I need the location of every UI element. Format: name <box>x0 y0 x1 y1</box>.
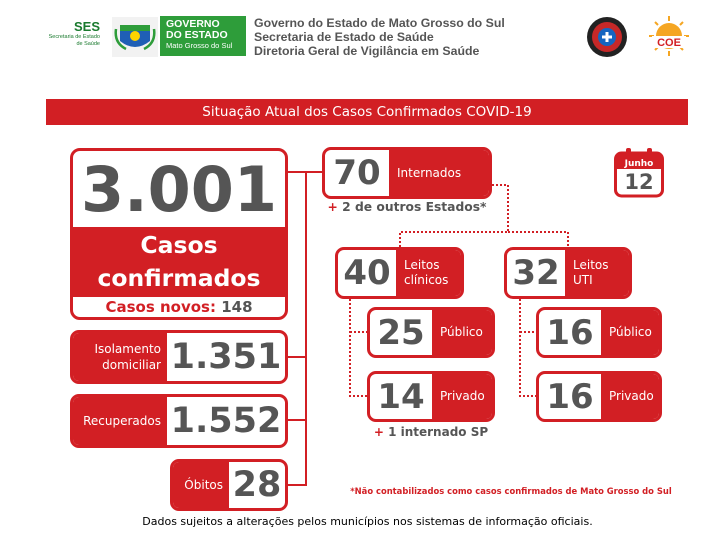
icu-beds-card <box>504 247 632 299</box>
confirmed-label <box>73 227 285 297</box>
agency-line2: Secretaria de Estado de Saúde <box>254 30 434 44</box>
confirmed-label-line2: confirmados <box>97 264 261 292</box>
home-isolation-label-line2: domiciliar <box>102 358 161 372</box>
government-logo <box>160 16 246 56</box>
hospitalized-label: Internados <box>389 150 489 196</box>
clinical-beds-value: 40 <box>343 253 391 293</box>
home-isolation-label-line1: Isolamento <box>94 342 161 356</box>
confirmed-cases-card <box>70 148 288 320</box>
confirmed-total: 3.001 <box>80 153 278 226</box>
clinical-private-sp-plus: + <box>373 425 384 439</box>
hospitalized-card <box>322 147 492 199</box>
disclaimer: Dados sujeitos a alterações pelos municípios nos sistemas de informação oficiais. <box>142 515 593 528</box>
calendar-date <box>614 147 664 198</box>
clinical-beds-label <box>396 250 461 296</box>
government-logo-line2: DO ESTADO <box>166 29 228 41</box>
deaths-value: 28 <box>232 465 282 505</box>
agency-line1: Governo do Estado de Mato Grosso do Sul <box>254 16 505 30</box>
clinical-beds-label-line2: clínicos <box>404 273 449 287</box>
new-cases-label: Casos novos: <box>105 298 216 316</box>
clinical-private-card <box>367 371 495 422</box>
ses-logo-title: SES <box>73 19 100 34</box>
page-title: Situação Atual dos Casos Confirmados COVID-19 <box>46 99 688 125</box>
icu-public-value: 16 <box>546 312 594 353</box>
clinical-beds-card <box>335 247 464 299</box>
icu-private-card <box>536 371 662 422</box>
clinical-beds-label-line1: Leitos <box>404 258 440 272</box>
home-isolation-value: 1.351 <box>170 337 282 377</box>
hospitalized-other-states <box>322 200 492 214</box>
vigilance-seal-icon <box>586 16 628 58</box>
clinical-private-sp-note <box>367 425 495 439</box>
coe-logo-icon <box>646 14 692 58</box>
icu-private-label: Privado <box>601 374 659 419</box>
calendar-day: 12 <box>624 170 654 194</box>
recovered-card <box>70 394 288 448</box>
hospitalized-other-states-text: 2 de outros Estados* <box>342 200 487 214</box>
clinical-private-label: Privado <box>432 374 492 419</box>
deaths-card <box>170 459 288 511</box>
ses-logo <box>38 20 100 48</box>
government-logo-line3: Mato Grosso do Sul <box>166 41 233 50</box>
clinical-private-sp-text: 1 internado SP <box>388 425 489 439</box>
recovered-value: 1.552 <box>170 401 282 441</box>
confirmed-label-line1: Casos <box>140 231 218 259</box>
icu-beds-label <box>565 250 629 296</box>
state-crest-icon <box>112 17 158 57</box>
footnote: *Não contabilizados como casos confirmados de Mato Grosso do Sul <box>350 486 672 496</box>
calendar-month: Junho <box>624 159 654 169</box>
new-cases <box>73 297 285 317</box>
icu-public-card <box>536 307 662 358</box>
svg-text:COE: COE <box>657 37 681 49</box>
icu-beds-label-line2: UTI <box>573 273 593 287</box>
clinical-public-label: Público <box>432 310 492 355</box>
agency-header <box>254 16 574 58</box>
icu-public-label: Público <box>601 310 659 355</box>
ses-logo-subtitle-2: de Saúde <box>76 41 100 47</box>
agency-line3: Diretoria Geral de Vigilância em Saúde <box>254 44 480 58</box>
deaths-label: Óbitos <box>173 462 229 508</box>
recovered-label: Recuperados <box>73 397 167 445</box>
new-cases-value: 148 <box>221 298 253 316</box>
clinical-public-card <box>367 307 495 358</box>
clinical-public-value: 25 <box>377 312 425 353</box>
hospitalized-value: 70 <box>333 153 381 193</box>
hospitalized-other-states-plus: + <box>327 200 338 214</box>
government-logo-line1: GOVERNO <box>166 18 220 30</box>
icu-beds-value: 32 <box>512 253 560 293</box>
home-isolation-card <box>70 330 288 384</box>
home-isolation-label <box>73 333 167 381</box>
icu-beds-label-line1: Leitos <box>573 258 609 272</box>
ses-logo-subtitle-1: Secretaria de Estado <box>48 34 100 40</box>
clinical-private-value: 14 <box>377 376 425 417</box>
icu-private-value: 16 <box>546 376 594 417</box>
